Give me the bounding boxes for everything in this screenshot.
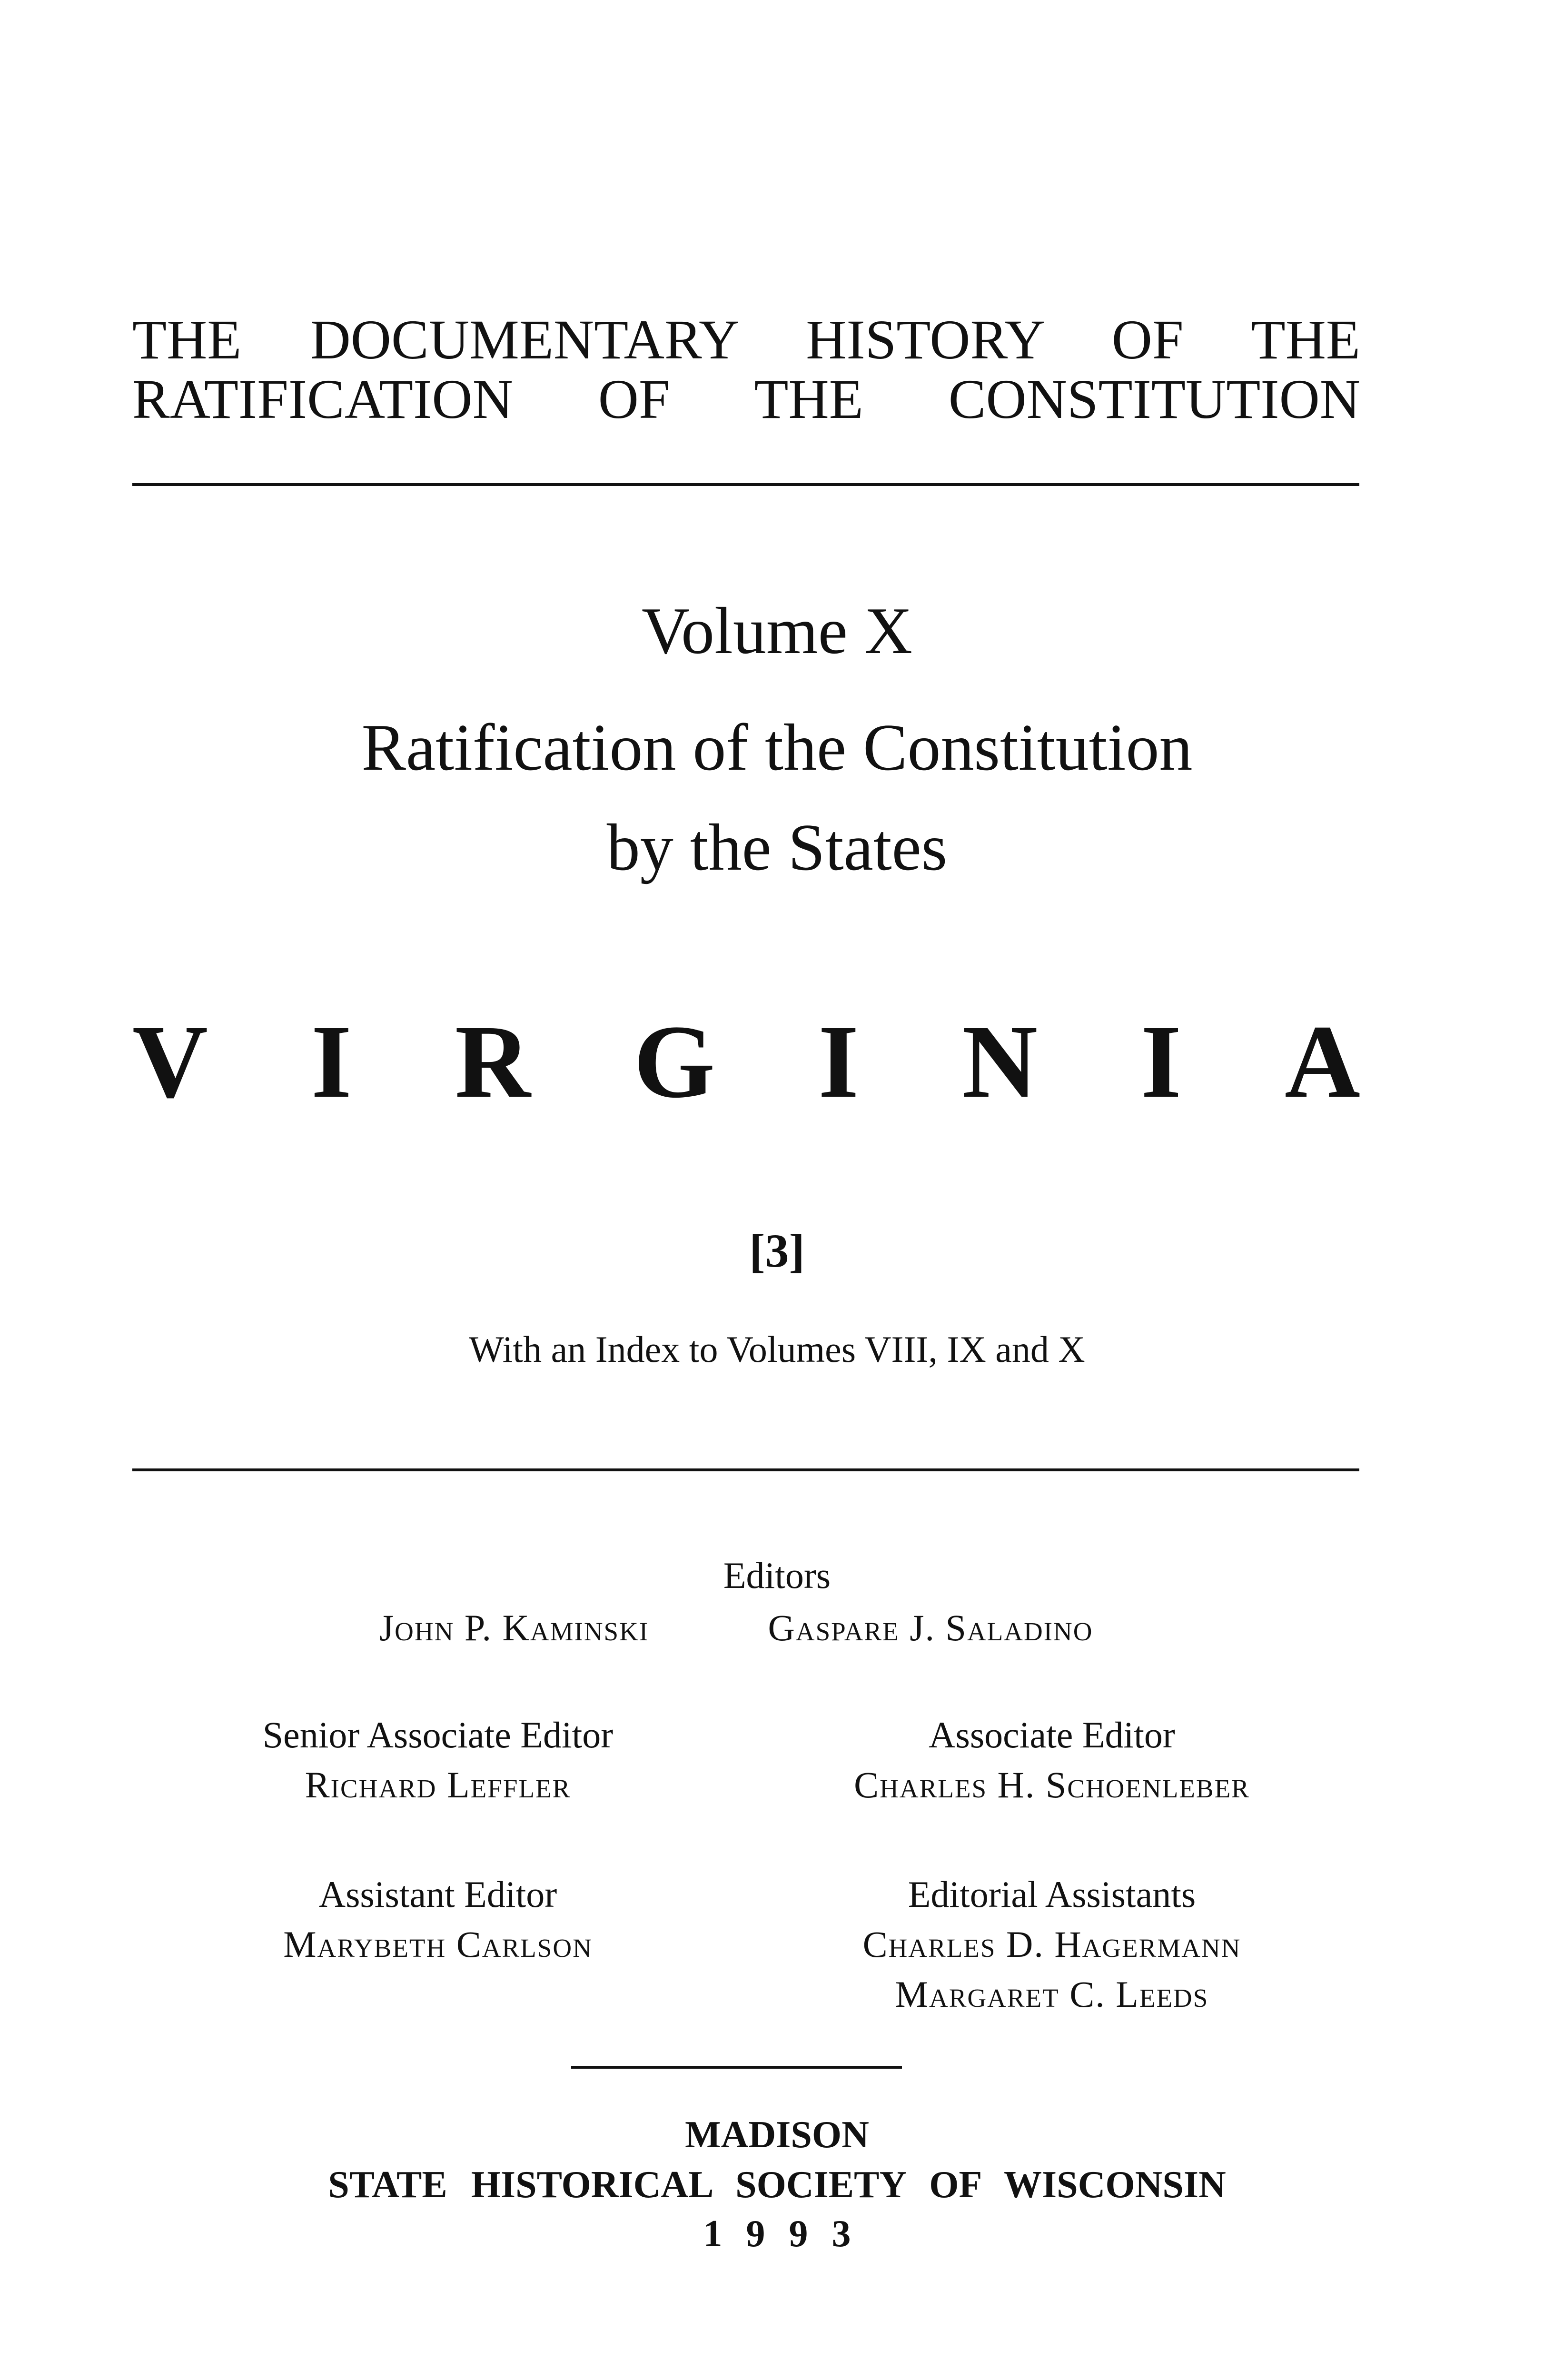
state-letter: I	[818, 1003, 859, 1120]
state-name	[132, 1003, 1360, 1120]
top-rule	[132, 483, 1359, 486]
state-letter: V	[132, 1003, 208, 1120]
state-letter: G	[633, 1003, 715, 1120]
editors-heading: Editors	[723, 1555, 831, 1596]
publisher-city: MADISON	[685, 2114, 869, 2156]
state-letter: I	[1140, 1003, 1182, 1120]
state-letter: R	[455, 1003, 531, 1120]
editorial-assistant-name: Margaret C. Leeds	[895, 1973, 1209, 2015]
assistant-editor-title: Assistant Editor	[318, 1874, 557, 1915]
publisher-name: STATE HISTORICAL SOCIETY OF WISCONSIN	[328, 2164, 1226, 2206]
associate-editor-name: Charles H. Schoenleber	[854, 1764, 1250, 1805]
editorial-assistants-title: Editorial Assistants	[908, 1874, 1196, 1915]
index-note: With an Index to Volumes VIII, IX and X	[469, 1329, 1085, 1370]
volume-label: Volume X	[641, 594, 913, 668]
associate-editor-title: Associate Editor	[929, 1714, 1175, 1755]
series-title-line-1: THE DOCUMENTARY HISTORY OF THE	[132, 308, 1360, 371]
senior-associate-editor-name: Richard Leffler	[305, 1764, 571, 1805]
volume-subtitle-line-2: by the States	[606, 811, 948, 884]
state-letter: A	[1285, 1003, 1360, 1120]
state-letter: I	[311, 1003, 352, 1120]
editor-name: John P. Kaminski	[379, 1607, 649, 1648]
state-letter: N	[962, 1003, 1038, 1120]
middle-rule	[132, 1468, 1359, 1471]
short-rule	[571, 2066, 902, 2069]
part-number: [3]	[749, 1224, 805, 1277]
series-title-line-2: RATIFICATION OF THE CONSTITUTION	[132, 368, 1360, 430]
editor-name: Gaspare J. Saladino	[768, 1607, 1093, 1648]
editorial-assistant-name: Charles D. Hagermann	[862, 1924, 1241, 1965]
assistant-editor-name: Marybeth Carlson	[283, 1924, 593, 1965]
publication-year: 1993	[703, 2213, 875, 2255]
senior-associate-editor-title: Senior Associate Editor	[262, 1714, 614, 1755]
volume-subtitle-line-1: Ratification of the Constitution	[361, 711, 1193, 784]
